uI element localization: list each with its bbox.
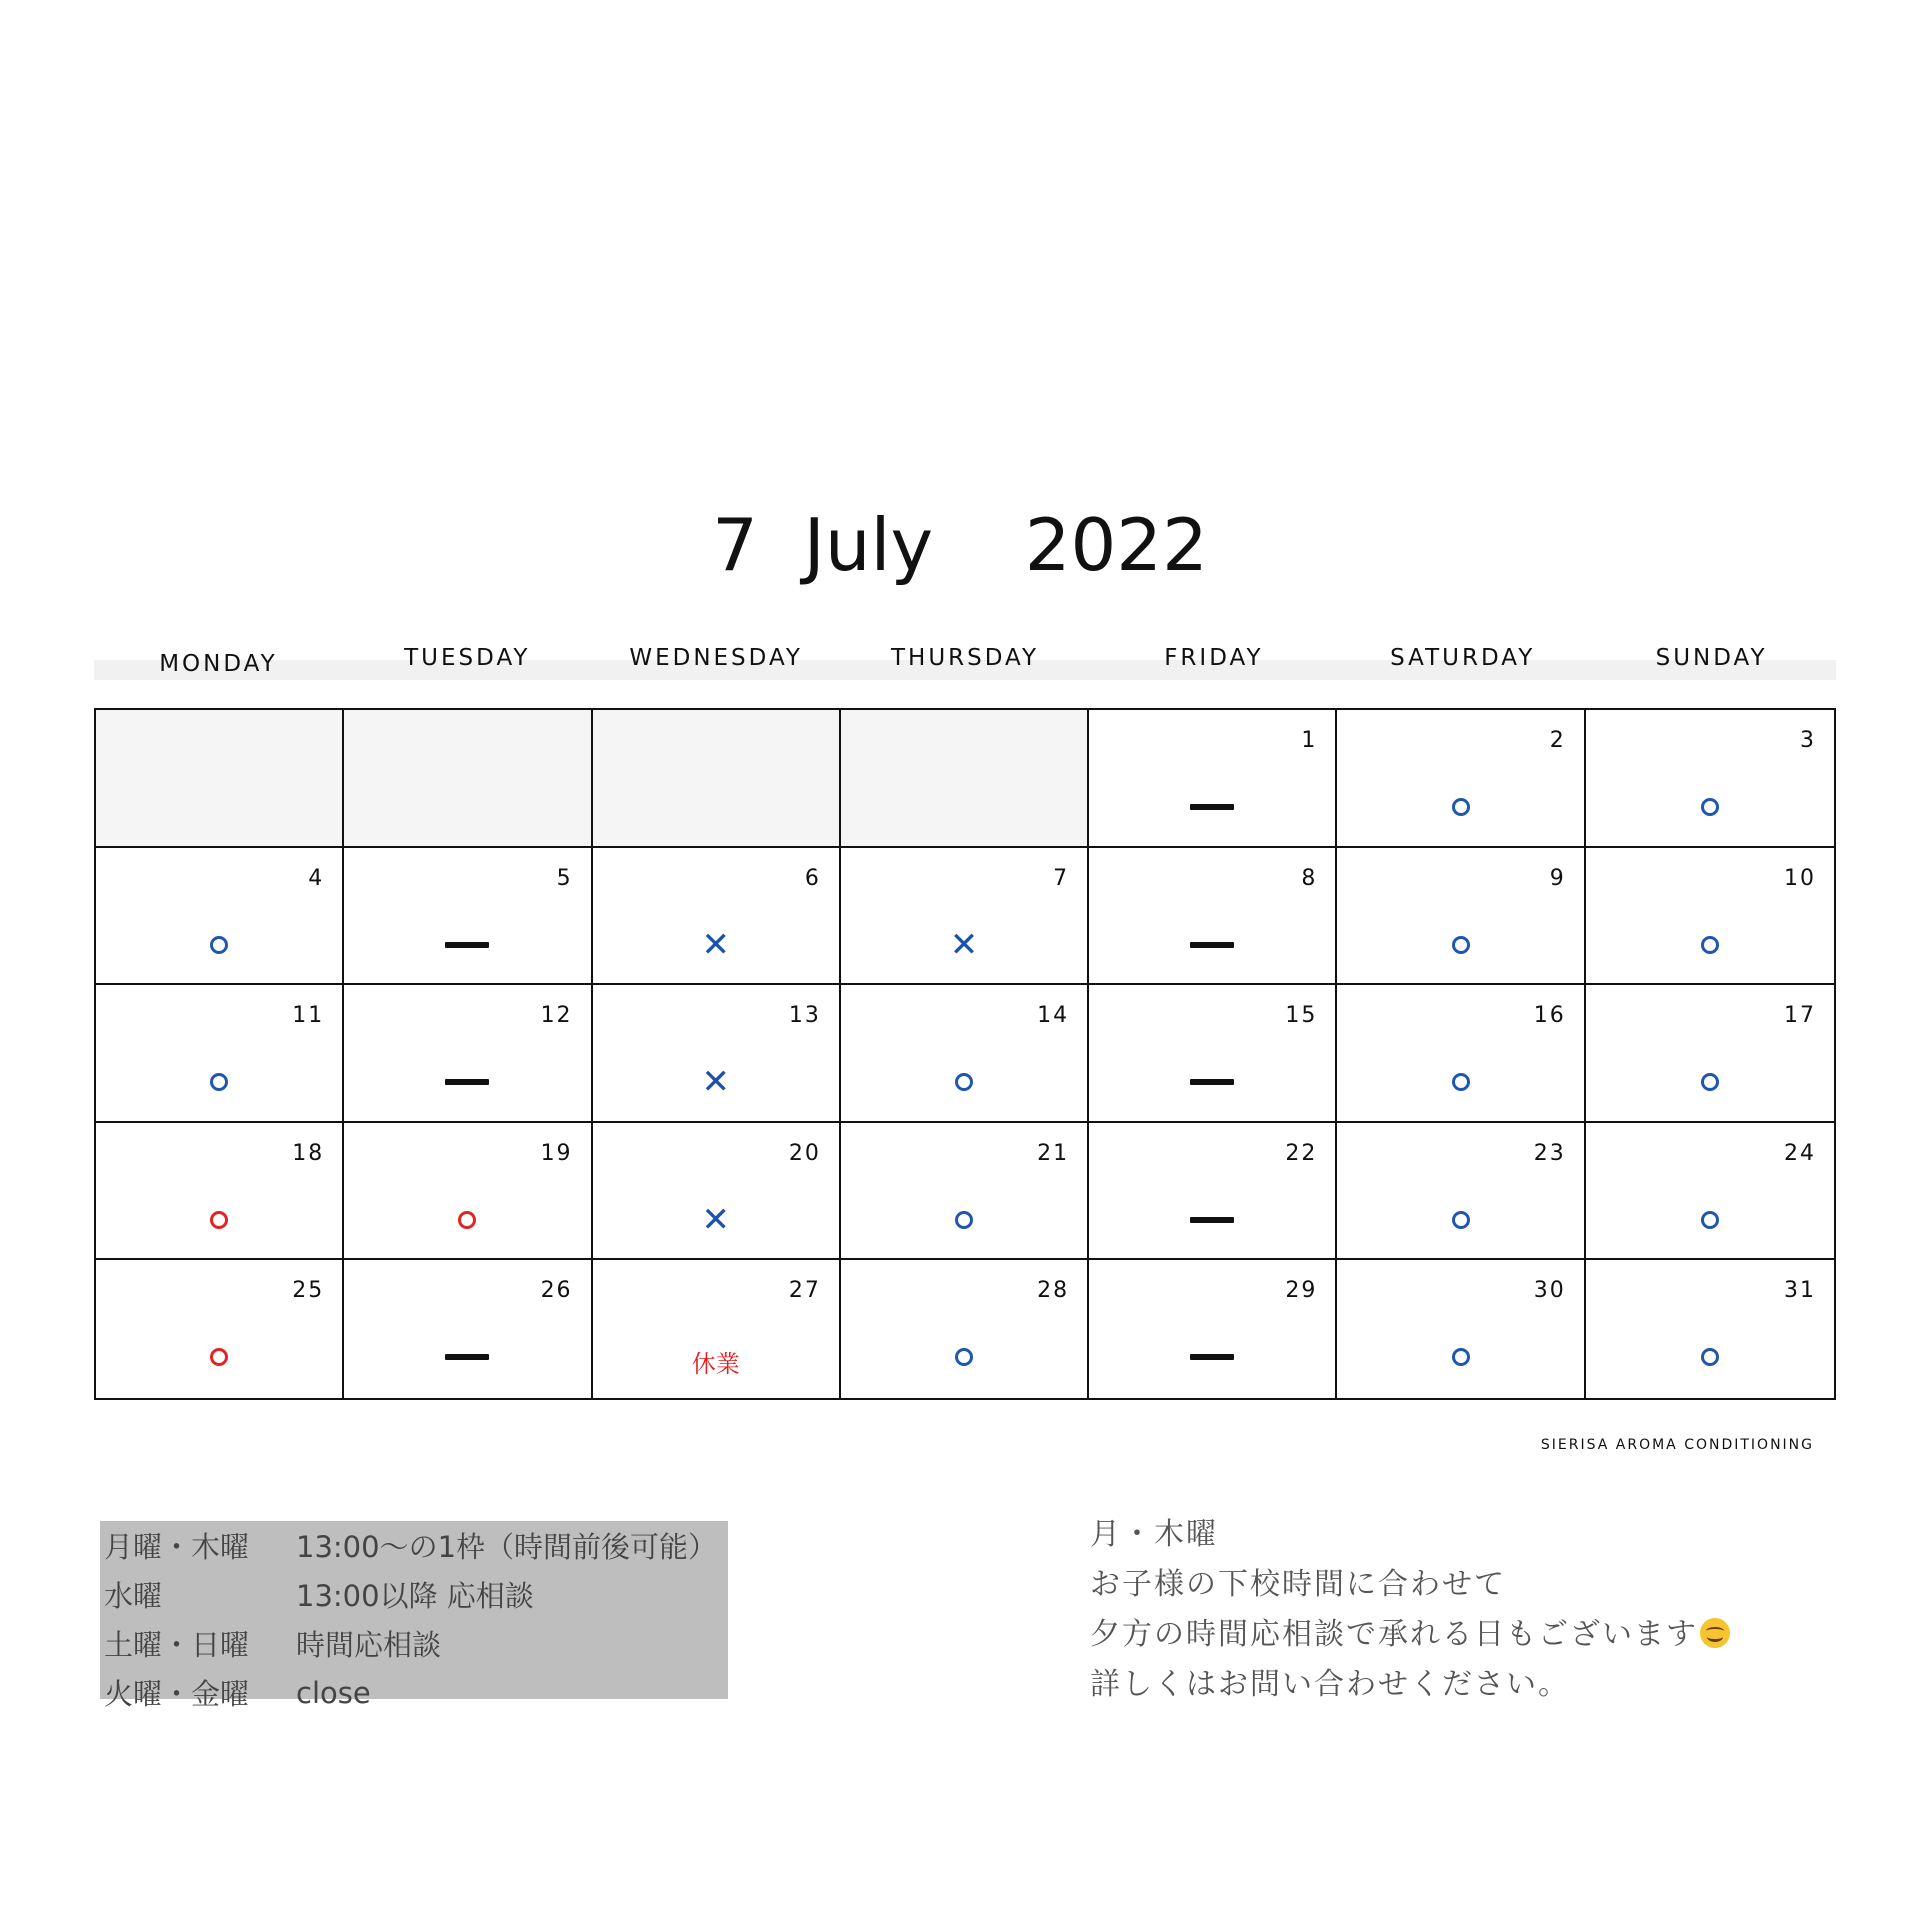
day-number: 29 [1285, 1278, 1318, 1304]
available-circle-icon [955, 1211, 973, 1229]
calendar-cell [593, 848, 841, 986]
calendar-cell-empty [841, 710, 1089, 848]
calendar-cell [96, 848, 344, 986]
weekday-header [94, 645, 1836, 681]
note-line: 詳しくはお問い合わせください。 [1090, 1667, 1570, 1702]
weekday-thursday: THURSDAY [890, 645, 1040, 671]
note-line-text: 夕方の時間応相談で承れる日もございます [1090, 1617, 1698, 1652]
hours-days: 火曜・金曜 [104, 1677, 250, 1711]
available-circle-icon [210, 1073, 228, 1091]
calendar-cell [593, 985, 841, 1123]
calendar-cell [1089, 985, 1337, 1123]
calendar-cell [1337, 985, 1585, 1123]
booked-cross-icon: ✕ [949, 924, 979, 965]
available-circle-icon [955, 1073, 973, 1091]
day-number: 24 [1784, 1140, 1816, 1166]
calendar-cell [1089, 710, 1337, 848]
available-circle-icon [955, 1348, 973, 1366]
day-number: 6 [804, 865, 821, 891]
note-text [1090, 1510, 1850, 1710]
calendar-cell [1337, 1123, 1585, 1261]
hours-time: close [296, 1675, 371, 1710]
calendar-cell [1586, 848, 1834, 986]
calendar-cell [344, 985, 592, 1123]
available-evening-circle-icon [210, 1348, 228, 1366]
closed-dash-icon [445, 1079, 489, 1085]
calendar-cell [1337, 710, 1585, 848]
note-line [1090, 1610, 1850, 1660]
available-circle-icon [1701, 1348, 1719, 1366]
calendar-cell [1089, 1123, 1337, 1261]
available-circle-icon [1452, 1073, 1470, 1091]
available-circle-icon [1701, 1073, 1719, 1091]
hours-time: 13:00〜の1枠（時間前後可能） [296, 1530, 718, 1564]
available-circle-icon [1701, 1211, 1719, 1229]
calendar-cell [593, 1260, 841, 1398]
day-number: 13 [788, 1003, 821, 1029]
available-evening-circle-icon [210, 1211, 228, 1229]
day-number: 30 [1533, 1278, 1566, 1304]
day-number: 8 [1301, 865, 1318, 891]
day-number: 22 [1285, 1140, 1318, 1166]
day-number: 14 [1037, 1003, 1070, 1029]
weekday-wednesday: WEDNESDAY [629, 645, 803, 671]
day-number: 10 [1784, 865, 1816, 891]
calendar-cell [1337, 848, 1585, 986]
day-number: 21 [1037, 1140, 1070, 1166]
day-number: 3 [1800, 728, 1816, 753]
day-number: 1 [1301, 728, 1318, 753]
closed-dash-icon [1190, 942, 1234, 948]
day-number: 18 [292, 1140, 325, 1166]
note-line: お子様の下校時間に合わせて [1090, 1567, 1506, 1602]
calendar-cell [1089, 1260, 1337, 1398]
calendar-cell [344, 848, 592, 986]
day-number: 19 [540, 1140, 573, 1166]
weekday-friday: FRIDAY [1164, 645, 1264, 671]
calendar-cell [1586, 1123, 1834, 1261]
smiling-face-icon [1700, 1618, 1730, 1648]
day-number: 26 [540, 1278, 573, 1304]
calendar-grid [94, 708, 1836, 1400]
calendar-cell-empty [344, 710, 592, 848]
weekday-tuesday: TUESDAY [404, 645, 531, 671]
closed-dash-icon [1190, 1079, 1234, 1085]
calendar-cell [841, 1123, 1089, 1261]
day-number: 23 [1533, 1140, 1566, 1166]
hours-row [104, 1521, 728, 1570]
calendar-cell-empty [593, 710, 841, 848]
closed-dash-icon [1190, 1354, 1234, 1360]
calendar-cell [1586, 710, 1834, 848]
hours-row [104, 1570, 728, 1619]
weekday-sunday: SUNDAY [1655, 645, 1768, 671]
day-number: 4 [308, 865, 325, 891]
note-line: 月・木曜 [1090, 1517, 1218, 1552]
calendar-cell [1586, 985, 1834, 1123]
available-circle-icon [1452, 1211, 1470, 1229]
calendar-title: 7 July 2022 [712, 503, 1208, 587]
available-circle-icon [1701, 798, 1719, 816]
booked-cross-icon: ✕ [701, 924, 730, 965]
weekday-saturday: SATURDAY [1390, 645, 1536, 671]
available-circle-icon [1701, 936, 1719, 954]
calendar-cell [1586, 1260, 1834, 1398]
hours-days: 土曜・日曜 [104, 1628, 250, 1662]
day-number: 7 [1053, 865, 1070, 891]
calendar-cell [841, 848, 1089, 986]
day-number: 2 [1549, 728, 1566, 753]
day-number: 17 [1784, 1003, 1816, 1029]
hours-row [104, 1619, 728, 1668]
calendar-cell [344, 1123, 592, 1261]
available-evening-circle-icon [458, 1211, 476, 1229]
booked-cross-icon: ✕ [701, 1062, 730, 1103]
hours-days: 月曜・木曜 [104, 1530, 250, 1564]
closed-dash-icon [445, 1354, 489, 1360]
calendar-cell [96, 1123, 344, 1261]
calendar-cell [593, 1123, 841, 1261]
day-number: 27 [788, 1278, 821, 1304]
available-circle-icon [1452, 936, 1470, 954]
calendar-cell [96, 1260, 344, 1398]
hours-days: 水曜 [104, 1579, 163, 1613]
calendar-cell-empty [96, 710, 344, 848]
hours-time: 13:00以降 応相談 [296, 1579, 534, 1613]
closed-dash-icon [445, 942, 489, 948]
closed-dash-icon [1190, 1217, 1234, 1223]
available-circle-icon [1452, 1348, 1470, 1366]
calendar-cell [1089, 848, 1337, 986]
day-number: 9 [1549, 865, 1566, 891]
closed-dash-icon [1190, 804, 1234, 810]
hours-time: 時間応相談 [296, 1628, 442, 1662]
hours-row [104, 1668, 728, 1717]
available-circle-icon [1452, 798, 1470, 816]
day-number: 12 [540, 1003, 573, 1029]
calendar-cell [1337, 1260, 1585, 1398]
day-number: 11 [292, 1003, 325, 1029]
booked-cross-icon: ✕ [701, 1199, 730, 1240]
day-number: 15 [1285, 1003, 1318, 1029]
calendar-cell [344, 1260, 592, 1398]
day-number: 31 [1784, 1278, 1816, 1304]
calendar-cell [841, 1260, 1089, 1398]
business-hours-table [100, 1521, 728, 1711]
day-number: 20 [788, 1140, 821, 1166]
day-number: 5 [556, 865, 573, 891]
calendar-cell [841, 985, 1089, 1123]
day-number: 28 [1037, 1278, 1070, 1304]
closed-day-label: 休業 [691, 1350, 740, 1379]
day-number: 25 [292, 1278, 325, 1304]
available-circle-icon [210, 936, 228, 954]
day-number: 16 [1533, 1003, 1566, 1029]
brand-name: SIERISA AROMA CONDITIONING [1540, 1437, 1814, 1453]
calendar-cell [96, 985, 344, 1123]
weekday-monday: MONDAY [159, 651, 278, 677]
